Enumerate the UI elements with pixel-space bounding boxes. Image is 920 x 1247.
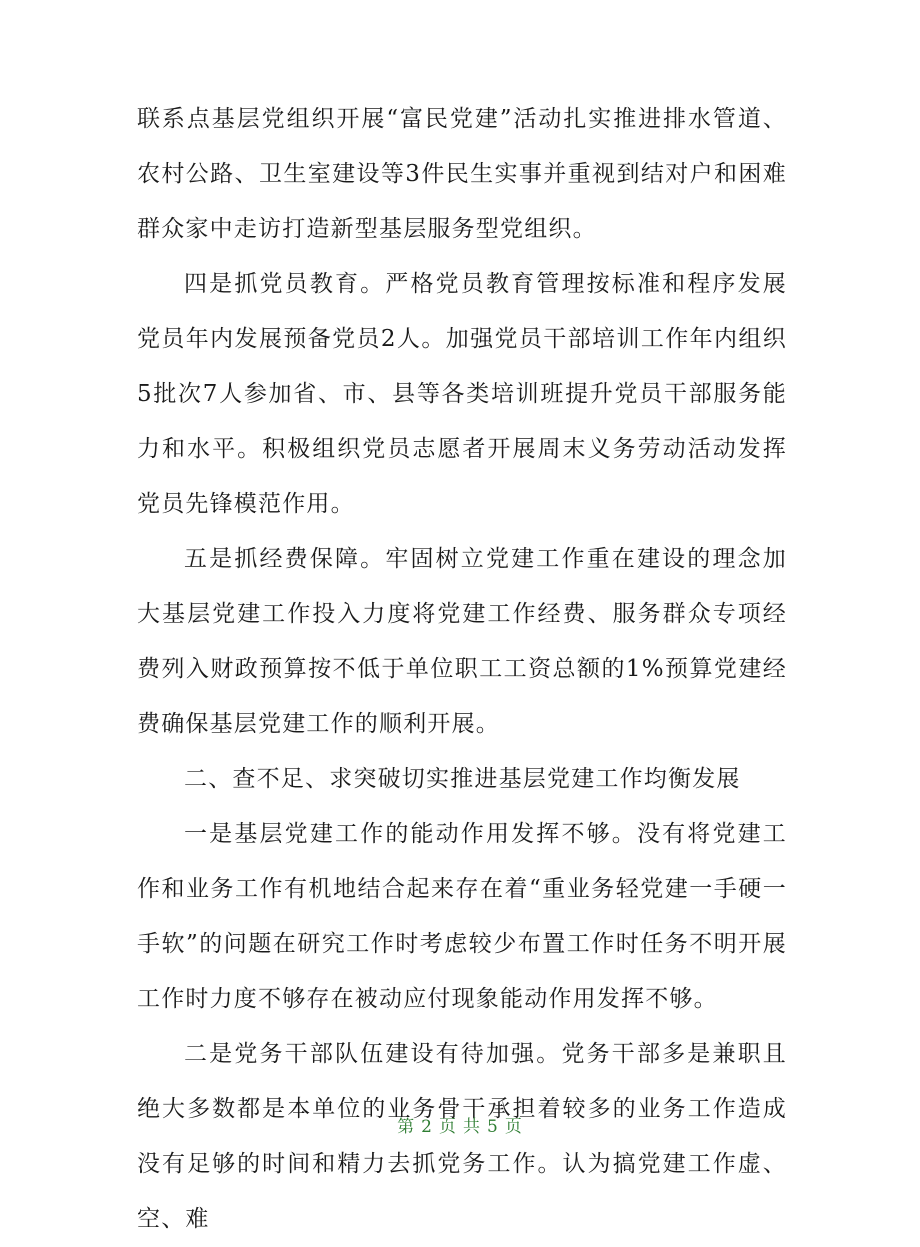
paragraph-1: 联系点基层党组织开展“富民党建”活动扎实推进排水管道、农村公路、卫生室建设等3件民生实事并重视到结对户和困难群众家中走访打造新型基层服务型党组织。: [137, 106, 787, 242]
section-heading: 二、查不足、求突破切实推进基层党建工作均衡发展: [184, 766, 741, 792]
footer-current-page: 2: [421, 1117, 433, 1137]
footer-suffix: 页: [504, 1117, 523, 1137]
footer-total-pages: 5: [487, 1117, 499, 1137]
paragraph-2: 四是抓党员教育。严格党员教育管理按标准和程序发展党员年内发展预备党员2人。加强党员干部培训工作年内组织5批次7人参加省、市、县等各类培训班提升党员干部服务能力和水平。积极组织党员志愿者开展周末义务劳动活动发挥党员先锋模范作用。: [137, 271, 787, 517]
footer-prefix: 第: [397, 1117, 416, 1137]
page-footer: [0, 1112, 920, 1137]
paragraph-3: 五是抓经费保障。牢固树立党建工作重在建设的理念加大基层党建工作投入力度将党建工作经费、服务群众专项经费列入财政预算按不低于单位职工工资总额的1%预算党建经费确保基层党建工作的顺利开展。: [137, 546, 787, 737]
footer-page-word: 页: [439, 1117, 457, 1137]
paragraph-5: 二是党务干部队伍建设有待加强。党务干部多是兼职且绝大多数都是本单位的业务骨干承担着较多的业务工作造成没有足够的时间和精力去抓党务工作。认为搞党建工作虚、空、难: [137, 1041, 787, 1232]
paragraph-4: 一是基层党建工作的能动作用发挥不够。没有将党建工作和业务工作有机地结合起来存在着“重业务轻党建一手硬一手软”的问题在研究工作时考虑较少布置工作时任务不明开展工作时力度不够存在被动应付现象能动作用发挥不够。: [137, 821, 787, 1012]
footer-total-word: 共: [463, 1117, 481, 1137]
document-body: [137, 92, 787, 1247]
